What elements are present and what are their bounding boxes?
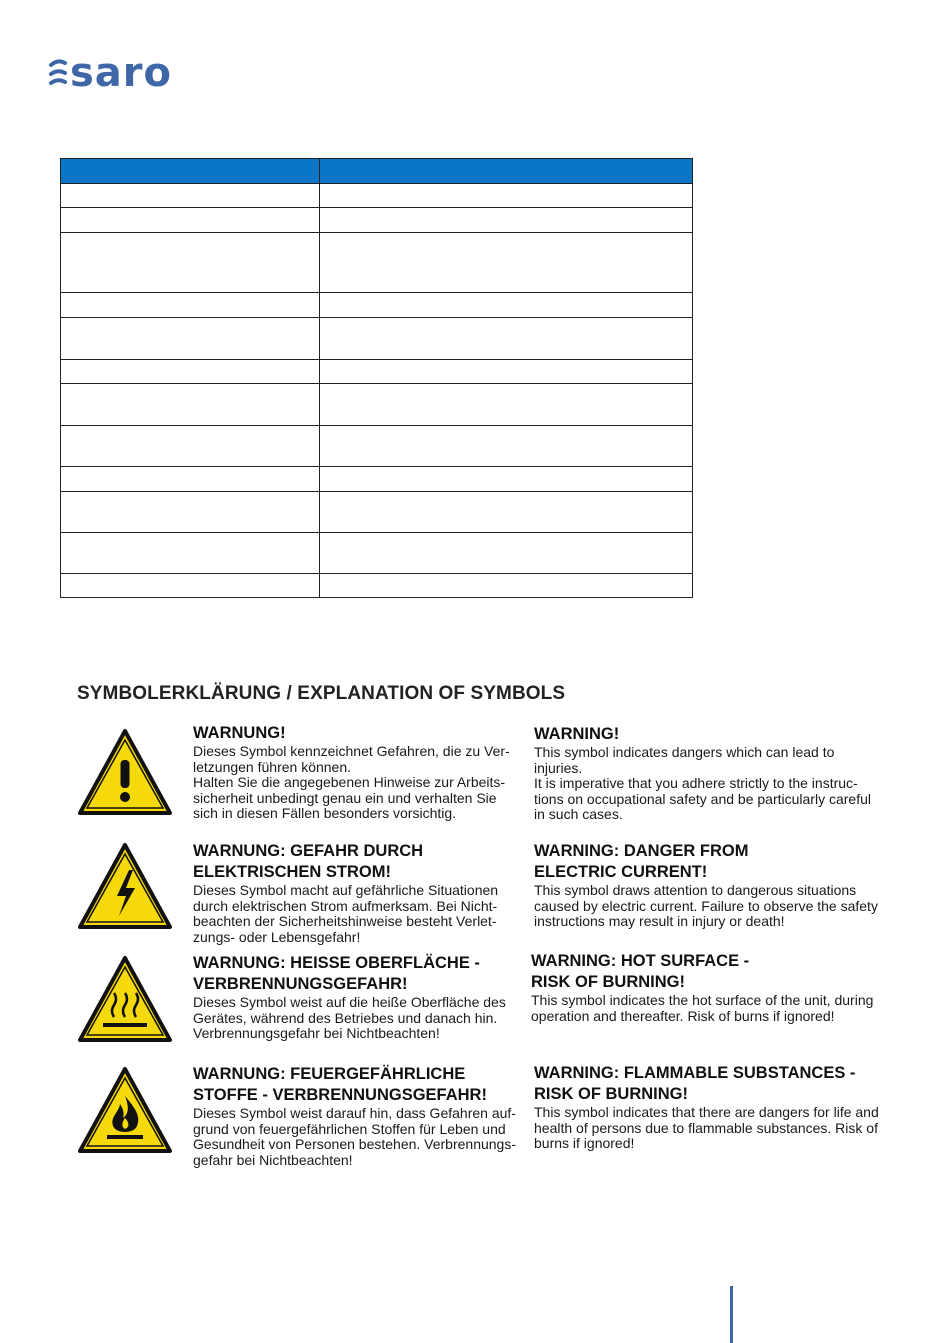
warning-en-title: WARNING! [534,725,620,743]
table-row [61,384,693,426]
spec-table [60,158,693,598]
hot-surface-de-body: Dieses Symbol weist auf die heiße Oberfläche des Gerätes, während des Betriebes und danach hin. Verbrennungsgefahr bei Nichtbeachten! [193,994,506,1041]
table-header-row [61,159,693,184]
table-cell [61,533,320,574]
table-row [61,492,693,533]
table-cell [61,574,320,598]
table-cell [320,184,693,208]
flammable-de-title: WARNUNG: FEUERGEFÄHRLICHE STOFFE - VERBRENNUNGSGEFAHR! [193,1065,487,1104]
table-cell [320,360,693,384]
warning-en-body: This symbol indicates dangers which can lead to injuries. It is imperative that you adhere strictly to the instruc- tions on occupational safety and be particularly careful in such cases. [534,744,871,822]
symbols-heading: SYMBOLERKLÄRUNG / EXPLANATION OF SYMBOLS [77,683,566,704]
flammable-en-title: WARNING: FLAMMABLE SUBSTANCES - RISK OF BURNING! [534,1064,856,1103]
electric-en-block [534,841,894,930]
table-cell [61,208,320,233]
table-cell [61,293,320,318]
electric-de-title: WARNUNG: GEFAHR DURCH ELEKTRISCHEN STROM! [193,842,424,881]
table-cell [320,318,693,360]
warning-en-block [534,724,894,823]
table-cell [61,492,320,533]
table-cell [61,360,320,384]
table-cell [320,208,693,233]
hot-surface-icon [77,955,173,1043]
hot-surface-de-title: WARNUNG: HEISSE OBERFLÄCHE - VERBRENNUNGSGEFAHR! [193,954,480,993]
warning-de-title: WARNUNG! [193,724,286,742]
table-cell [320,492,693,533]
flammable-de-body: Dieses Symbol weist darauf hin, dass Gefahren auf- grund von feuergefährlichen Stoffen für Leben und Gesundheit von Personen bestehen. Verbrennungs- gefahr bei Nichtbeachten! [193,1105,517,1168]
hot-surface-en-block [531,951,891,1024]
electric-hazard-icon [77,842,173,930]
footer-rule [730,1286,733,1343]
warning-de-block [193,723,528,822]
table-row [61,318,693,360]
table-cell [61,318,320,360]
table-row [61,184,693,208]
brand-name: saro [70,50,173,96]
electric-de-body: Dieses Symbol macht auf gefährliche Situationen durch elektrischen Strom aufmerksam. Bei Nicht- beachten der Sicherheitshinweise besteht Verlet- zungs- oder Lebensgefahr! [193,882,499,945]
table-cell [320,533,693,574]
table-cell [61,384,320,426]
flammable-de-block [193,1064,528,1168]
table-cell [61,426,320,467]
saro-logo-mark-icon [48,56,68,90]
table-row [61,293,693,318]
table-row [61,233,693,293]
warning-de-body: Dieses Symbol kennzeichnet Gefahren, die zu Ver- letzungen führen können. Halten Sie die angegebenen Hinweise zur Arbeits- sicherheit unbedingt genau ein und verhalten Sie sich in diesen Fällen besonders vorsichtig. [193,743,510,821]
saro-logo [48,50,173,96]
table-cell [320,426,693,467]
table-cell [61,233,320,293]
table-cell [320,233,693,293]
flammable-icon [77,1066,173,1154]
table-row [61,574,693,598]
electric-en-body: This symbol draws attention to dangerous situations caused by electric current. Failure to observe the safety instructions may result in injury or death! [534,882,878,929]
table-row [61,208,693,233]
table-cell [320,467,693,492]
electric-en-title: WARNING: DANGER FROM ELECTRIC CURRENT! [534,842,749,881]
table-cell [320,384,693,426]
general-warning-icon [77,728,173,816]
electric-de-block [193,841,528,945]
table-row [61,360,693,384]
table-cell [320,159,693,184]
table-cell [61,184,320,208]
flammable-en-body: This symbol indicates that there are dangers for life and health of persons due to flammable substances. Risk of burns if ignored! [534,1104,879,1151]
table-cell [320,574,693,598]
table-cell [61,159,320,184]
table-row [61,467,693,492]
hot-surface-en-title: WARNING: HOT SURFACE - RISK OF BURNING! [531,952,750,991]
table-cell [320,293,693,318]
hot-surface-de-block [193,953,528,1042]
flammable-en-block [534,1063,894,1152]
hot-surface-en-body: This symbol indicates the hot surface of the unit, during operation and thereafter. Risk of burns if ignored! [531,992,874,1024]
table-row [61,533,693,574]
table-row [61,426,693,467]
table-cell [61,467,320,492]
